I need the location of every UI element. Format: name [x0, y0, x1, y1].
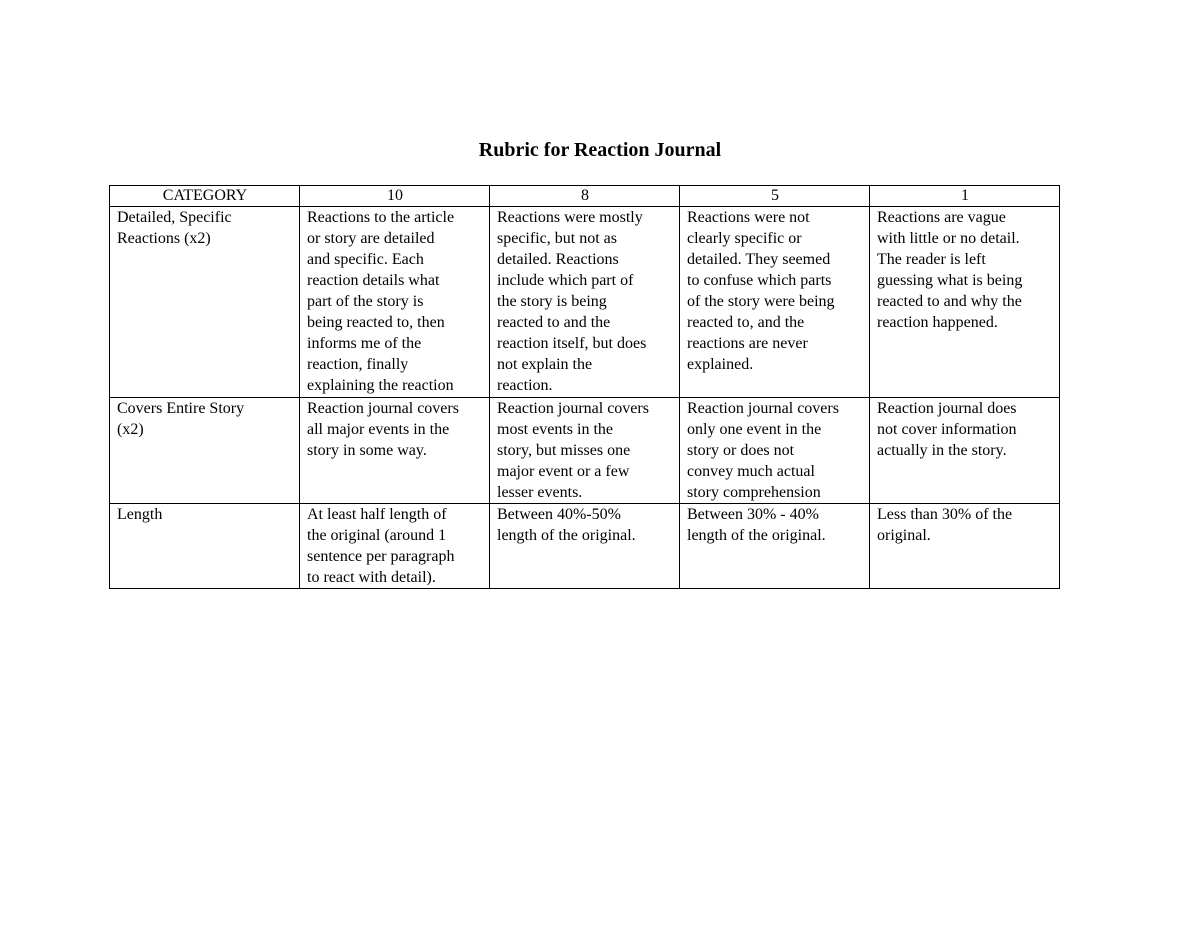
category-cell: Length [110, 504, 300, 589]
criteria-cell: At least half length of the original (around 1 sentence per paragraph to react with detail). [300, 504, 490, 589]
criteria-cell: Between 30% - 40% length of the original. [680, 504, 870, 589]
criteria-cell: Reactions were mostly specific, but not as detailed. Reactions include which part of the story is being reacted to and the reaction itself, but does not explain the reaction. [490, 207, 680, 398]
criteria-cell: Between 40%-50% length of the original. [490, 504, 680, 589]
header-score-1: 1 [870, 186, 1060, 207]
header-row [110, 186, 1060, 207]
criteria-cell: Reaction journal does not cover information actually in the story. [870, 398, 1060, 504]
criteria-cell: Reactions are vague with little or no detail. The reader is left guessing what is being reacted to and why the reaction happened. [870, 207, 1060, 398]
header-score-10: 10 [300, 186, 490, 207]
criteria-cell: Reaction journal covers most events in the story, but misses one major event or a few lesser events. [490, 398, 680, 504]
table-row [110, 504, 1060, 589]
rubric-table [109, 185, 1060, 589]
criteria-cell: Reactions were not clearly specific or detailed. They seemed to confuse which parts of the story were being reacted to, and the reactions are never explained. [680, 207, 870, 398]
table-row [110, 207, 1060, 398]
document-title: Rubric for Reaction Journal [478, 139, 722, 161]
criteria-cell: Reaction journal covers all major events in the story in some way. [300, 398, 490, 504]
category-cell: Covers Entire Story (x2) [110, 398, 300, 504]
header-score-8: 8 [490, 186, 680, 207]
header-category: CATEGORY [110, 186, 300, 207]
criteria-cell: Reactions to the article or story are detailed and specific. Each reaction details what part of the story is being reacted to, then informs me of the reaction, finally explaining the reaction [300, 207, 490, 398]
table-row [110, 398, 1060, 504]
criteria-cell: Reaction journal covers only one event in the story or does not convey much actual story comprehension [680, 398, 870, 504]
criteria-cell: Less than 30% of the original. [870, 504, 1060, 589]
category-cell: Detailed, Specific Reactions (x2) [110, 207, 300, 398]
header-score-5: 5 [680, 186, 870, 207]
